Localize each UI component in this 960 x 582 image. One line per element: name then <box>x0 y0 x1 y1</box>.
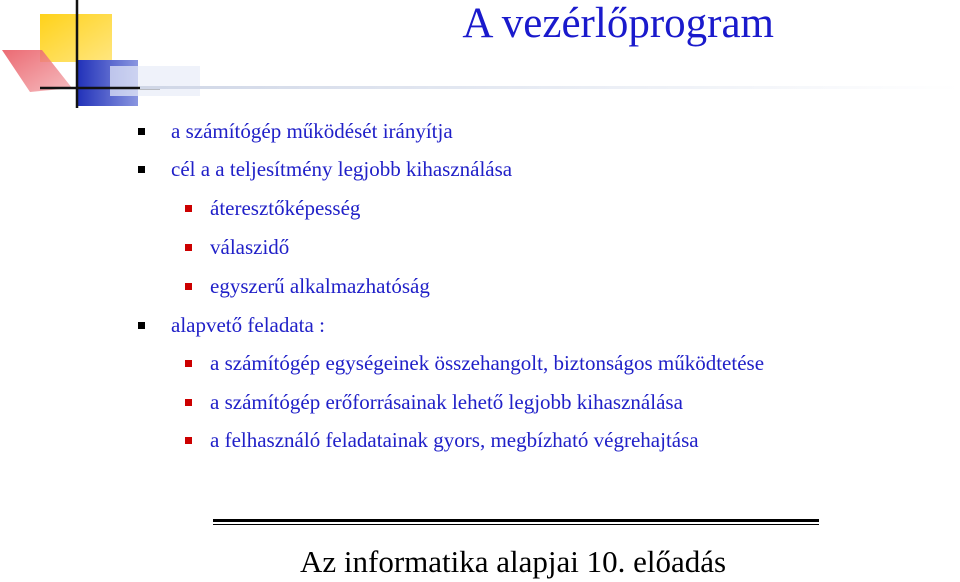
sub-bullet-text: egyszerű alkalmazhatóság <box>210 274 430 298</box>
red-square-bullet-icon <box>185 205 192 212</box>
bullet-text: a számítógép működését irányítja <box>171 119 453 143</box>
sub-bullet-text: áteresztőképesség <box>210 196 361 220</box>
sub-bullet-text: válaszidő <box>210 235 290 259</box>
square-bullet-icon <box>138 128 145 135</box>
red-square-bullet-icon <box>185 437 192 444</box>
red-square-bullet-icon <box>185 244 192 251</box>
footer-text: Az informatika alapjai 10. előadás <box>300 544 727 579</box>
red-square-bullet-icon <box>185 399 192 406</box>
footer-rule-thick <box>213 519 819 522</box>
title-underline <box>140 86 960 89</box>
square-bullet-icon <box>138 322 145 329</box>
bullet-text: cél a a teljesítmény legjobb kihasználása <box>171 157 513 181</box>
slide-title: A vezérlőprogram <box>462 0 774 47</box>
bullet-text: alapvető feladata : <box>171 313 325 337</box>
deco-blue-fade <box>110 66 200 96</box>
footer-rule-thin <box>213 524 819 525</box>
sub-bullet-text: a számítógép egységeinek összehangolt, biztonságos működtetése <box>210 351 765 375</box>
sub-bullet-text: a felhasználó feladatainak gyors, megbízható végrehajtása <box>210 428 699 452</box>
red-square-bullet-icon <box>185 360 192 367</box>
square-bullet-icon <box>138 166 145 173</box>
sub-bullet-text: a számítógép erőforrásainak lehető legjobb kihasználása <box>210 390 683 414</box>
red-square-bullet-icon <box>185 283 192 290</box>
decorative-corner-graphic <box>0 0 200 115</box>
